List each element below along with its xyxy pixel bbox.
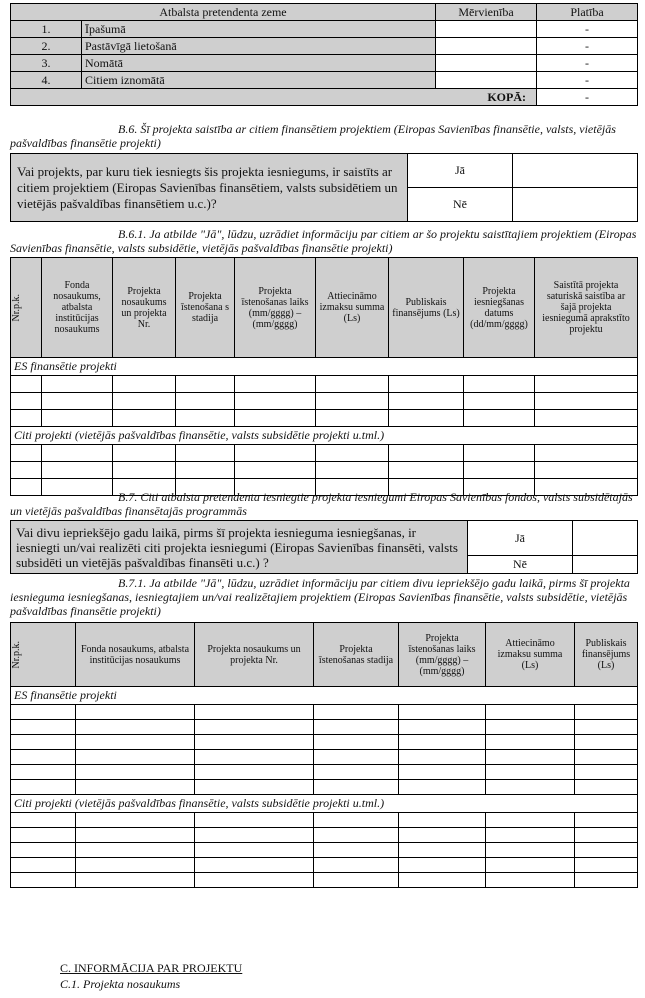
col-header: Publiskais finansējums (Ls) (389, 258, 464, 358)
table-row[interactable] (11, 376, 638, 393)
table-row[interactable] (11, 780, 638, 795)
area-cell[interactable]: - (537, 38, 638, 55)
table-row[interactable] (11, 765, 638, 780)
table-row[interactable] (11, 735, 638, 750)
b7-yes-label: Jā (468, 521, 573, 556)
table-row[interactable] (11, 720, 638, 735)
section-c-title: C. INFORMĀCIJA PAR PROJEKTU (60, 961, 243, 975)
b7-yes-box[interactable] (573, 521, 638, 556)
unit-cell[interactable] (436, 55, 537, 72)
b61-table (10, 257, 638, 496)
col-header: Fonda nosaukums, atbalsta institūcijas nosaukums (76, 623, 195, 687)
section-c1-title: C.1. Projekta nosaukums (60, 977, 181, 991)
col-header: Attiecināmo izmaksu summa (Ls) (316, 258, 389, 358)
unit-cell[interactable] (436, 38, 537, 55)
row-label: Pastāvīgā lietošanā (82, 38, 436, 55)
row-num: 1. (11, 21, 82, 38)
table-row[interactable] (11, 393, 638, 410)
col-header: Projekta īstenošanas laiks (mm/gggg) – (mm/gggg) (399, 623, 486, 687)
b7-question-table (10, 520, 638, 574)
col-header: Publiskais finansējums (Ls) (575, 623, 638, 687)
col-header: Projekta nosaukums un projekta Nr. (113, 258, 176, 358)
other-section-label: Citi projekti (vietējās pašvaldības finansētie, valsts subsidētie projekti u.tml.) (11, 427, 638, 445)
land-header: Atbalsta pretendenta zeme (11, 4, 436, 21)
row-num: 3. (11, 55, 82, 72)
total-label: KOPĀ: (11, 89, 537, 106)
b6-no-label: Nē (408, 188, 513, 222)
b6-heading: B.6. Šī projekta saistība ar citiem finansētiem projektiem (Eiropas Savienības finansētie, valsts, vietējās pašvaldības finansētie projekti) (10, 122, 616, 150)
table-row[interactable] (11, 828, 638, 843)
col-header: Fonda nosaukums, atbalsta institūcijas nosaukums (42, 258, 113, 358)
b7-question: Vai divu iepriekšējo gadu laikā, pirms šī projekta iesnieguma iesniegšanas, ir iesniegti un/vai realizēti citi projekta iesniegumi (Eiropas Savienības finansēti, valsts subsidēti un vietējās pašvaldības finansēti u.c.) ? (11, 521, 468, 574)
b71-heading: B.7.1. Ja atbilde "Jā", lūdzu, uzrādiet informāciju par citiem divu iepriekšējo gadu laikā, pirms šī projekta iesnieguma iesniegšanas, iesniegtajiem un/vai realizētajiem projektiem (Eiropas Savienības finansētie, valsts subsidētie, vietējās pašvaldības finansētie projekti) (10, 576, 630, 618)
unit-cell[interactable] (436, 72, 537, 89)
row-num: 4. (11, 72, 82, 89)
total-value[interactable]: - (537, 89, 638, 106)
table-row[interactable] (11, 858, 638, 873)
table-row[interactable] (11, 873, 638, 888)
unit-header: Mērvienība (436, 4, 537, 21)
b6-yes-box[interactable] (513, 154, 638, 188)
table-row[interactable] (11, 750, 638, 765)
b71-table (10, 622, 638, 888)
b7-no-label: Nē (468, 556, 573, 574)
table-row[interactable] (11, 813, 638, 828)
unit-cell[interactable] (436, 21, 537, 38)
col-header (11, 623, 76, 687)
b6-no-box[interactable] (513, 188, 638, 222)
table-row[interactable] (11, 843, 638, 858)
col-header: Projekta īstenošanas laiks (mm/gggg) – (mm/gggg) (235, 258, 316, 358)
b6-yes-label: Jā (408, 154, 513, 188)
area-cell[interactable]: - (537, 55, 638, 72)
col-header: Attiecināmo izmaksu summa (Ls) (486, 623, 575, 687)
table-row[interactable] (11, 705, 638, 720)
b7-no-box[interactable] (573, 556, 638, 574)
other-section-label: Citi projekti (vietējās pašvaldības finansētie, valsts subsidētie projekti u.tml.) (11, 795, 638, 813)
row-num: 2. (11, 38, 82, 55)
col-header: Projekta īstenošanas stadija (314, 623, 399, 687)
row-label: Īpašumā (82, 21, 436, 38)
b6-question: Vai projekts, par kuru tiek iesniegts šis projekta iesniegums, ir saistīts ar citiem projektiem (Eiropas Savienības finansētiem, valsts subsidētiem un vietējās pašvaldības finansētiem u.c.)? (11, 154, 408, 222)
col-header: Projekta nosaukums un projekta Nr. (195, 623, 314, 687)
b61-heading: B.6.1. Ja atbilde "Jā", lūdzu, uzrādiet informāciju par citiem ar šo projektu saistītajiem projektiem (Eiropas Savienības finansētie, valsts subsidētie, vietējās pašvaldības finansētie projekti) (10, 227, 637, 255)
es-section-label: ES finansētie projekti (11, 358, 638, 376)
b6-question-table (10, 153, 638, 222)
table-row[interactable] (11, 462, 638, 479)
es-section-label: ES finansētie projekti (11, 687, 638, 705)
col-header: Projekta iesniegšanas datums (dd/mm/gggg) (464, 258, 535, 358)
col-header-text: Nr.p.k. (11, 640, 22, 669)
area-cell[interactable]: - (537, 72, 638, 89)
row-label: Citiem iznomātā (82, 72, 436, 89)
col-header: Saistītā projekta saturiskā saistība ar šajā projekta iesniegumā aprakstīto projektu (535, 258, 638, 358)
col-header (11, 258, 42, 358)
table-row[interactable] (11, 445, 638, 462)
col-header: Projekta īstenošana s stadija (176, 258, 235, 358)
row-label: Nomātā (82, 55, 436, 72)
land-table (10, 3, 638, 106)
area-cell[interactable]: - (537, 21, 638, 38)
area-header: Platība (537, 4, 638, 21)
b7-heading: B.7. Citi atbalsta pretendenta iesniegtie projekta iesniegumi Eiropas Savienības fondos, valsts subsidētajās un vietējās pašvaldības finansētajās programmās (10, 490, 633, 518)
col-header-text: Nr.p.k. (11, 293, 22, 322)
table-row[interactable] (11, 410, 638, 427)
